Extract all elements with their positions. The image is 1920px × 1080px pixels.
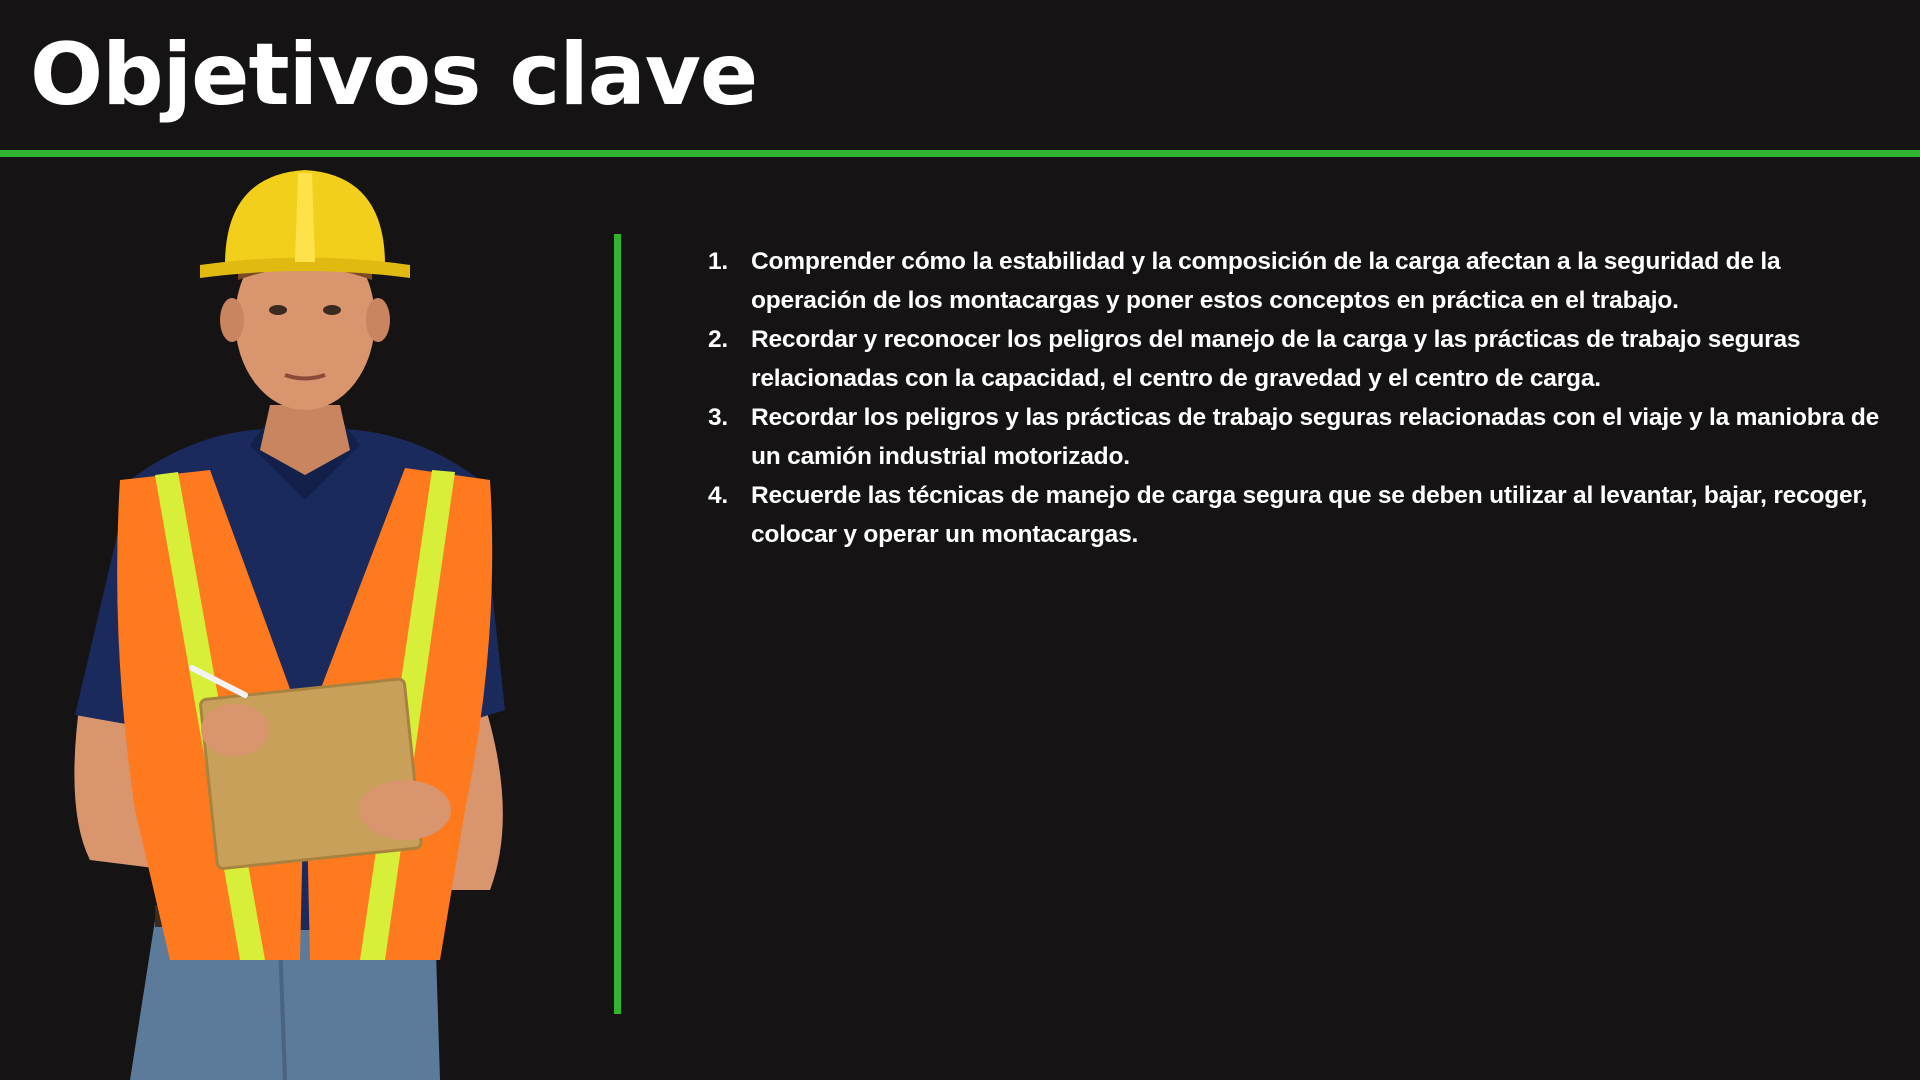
slide-title: Objetivos clave (30, 25, 758, 125)
title-underline (0, 150, 1920, 157)
objective-number: 2. (708, 326, 729, 353)
objective-number: 1. (708, 248, 729, 275)
objective-item (708, 476, 1898, 554)
objective-item (708, 398, 1898, 476)
objective-item (708, 242, 1898, 320)
objectives-list (708, 242, 1898, 554)
objective-number: 3. (708, 404, 729, 431)
objective-text: Recordar los peligros y las prácticas de trabajo seguras relacionadas con el viaje y la maniobra de un camión industrial motorizado. (751, 404, 1880, 470)
content-divider (614, 234, 621, 1014)
objective-text: Recordar y reconocer los peligros del manejo de la carga y las prácticas de trabajo seguras relacionadas con la capacidad, el centro de gravedad y el centro de carga. (751, 326, 1801, 392)
objective-text: Recuerde las técnicas de manejo de carga segura que se deben utilizar al levantar, bajar, recoger, colocar y operar un montacargas. (751, 482, 1868, 548)
worker-illustration (60, 170, 560, 1080)
objective-text: Comprender cómo la estabilidad y la composición de la carga afectan a la seguridad de la operación de los montacargas y poner estos conceptos en práctica en el trabajo. (751, 248, 1781, 314)
objective-item (708, 320, 1898, 398)
objective-number: 4. (708, 482, 729, 509)
